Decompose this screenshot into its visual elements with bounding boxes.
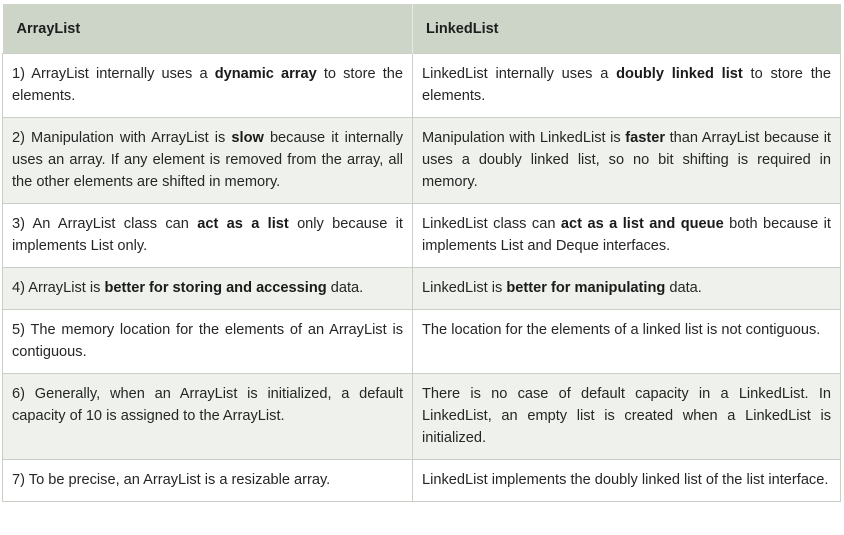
cell-text: because it internally uses an array. If any element is removed from the array, all the other elements are shifted in memory. [12, 130, 403, 190]
emphasis-text: faster [625, 130, 666, 146]
table-row [3, 118, 841, 204]
cell-text: LinkedList class can [422, 216, 561, 232]
arraylist-cell [3, 268, 413, 310]
cell-text: data. [665, 280, 702, 296]
arraylist-cell [3, 374, 413, 460]
emphasis-text: dynamic array [214, 66, 317, 82]
cell-text: 7) To be precise, an ArrayList is a resizable array. [12, 472, 331, 488]
linkedlist-cell [413, 268, 841, 310]
table-body [3, 54, 841, 502]
cell-text: LinkedList implements the doubly linked list of the list interface. [422, 472, 829, 488]
emphasis-text: act as a list [197, 216, 289, 232]
table-row [3, 374, 841, 460]
cell-text: than ArrayList because it uses a doubly linked list, so no bit shifting is required in memory. [422, 130, 831, 190]
arraylist-cell [3, 310, 413, 374]
arraylist-cell [3, 460, 413, 502]
emphasis-text: better for manipulating [506, 280, 666, 296]
cell-text: to store the elements. [422, 66, 831, 104]
cell-text: LinkedList internally uses a [422, 66, 617, 82]
linkedlist-cell [413, 204, 841, 268]
table-row [3, 310, 841, 374]
cell-text: data. [326, 280, 364, 296]
linkedlist-cell [413, 460, 841, 502]
arraylist-cell [3, 118, 413, 204]
arraylist-cell [3, 54, 413, 118]
cell-text: 1) ArrayList internally uses a [12, 66, 215, 82]
emphasis-text: doubly linked list [616, 66, 743, 82]
header-row [3, 4, 841, 54]
header-arraylist: ArrayList [3, 4, 413, 54]
header-linkedlist: LinkedList [413, 4, 841, 54]
linkedlist-cell [413, 374, 841, 460]
comparison-table [2, 4, 841, 502]
cell-text: 4) ArrayList is [12, 280, 105, 296]
table-row [3, 460, 841, 502]
cell-text: 6) Generally, when an ArrayList is initialized, a default capacity of 10 is assigned to the ArrayList. [12, 386, 403, 424]
linkedlist-cell [413, 118, 841, 204]
cell-text: 2) Manipulation with ArrayList is [12, 130, 232, 146]
table-row [3, 268, 841, 310]
table-row [3, 204, 841, 268]
cell-text: only because it implements List only. [12, 216, 403, 254]
cell-text: There is no case of default capacity in a LinkedList. In LinkedList, an empty list is created when a LinkedList is initialized. [422, 386, 831, 446]
linkedlist-cell [413, 310, 841, 374]
cell-text: to store the elements. [12, 66, 403, 104]
cell-text: 5) The memory location for the elements of an ArrayList is contiguous. [12, 322, 403, 360]
cell-text: both because it implements List and Deque interfaces. [422, 216, 831, 254]
emphasis-text: act as a list and queue [560, 216, 724, 232]
emphasis-text: better for storing and accessing [104, 280, 327, 296]
linkedlist-cell [413, 54, 841, 118]
table-row [3, 54, 841, 118]
emphasis-text: slow [231, 130, 264, 146]
cell-text: 3) An ArrayList class can [12, 216, 198, 232]
cell-text: LinkedList is [422, 280, 507, 296]
cell-text: Manipulation with LinkedList is [422, 130, 626, 146]
cell-text: The location for the elements of a linked list is not contiguous. [422, 322, 821, 338]
arraylist-cell [3, 204, 413, 268]
